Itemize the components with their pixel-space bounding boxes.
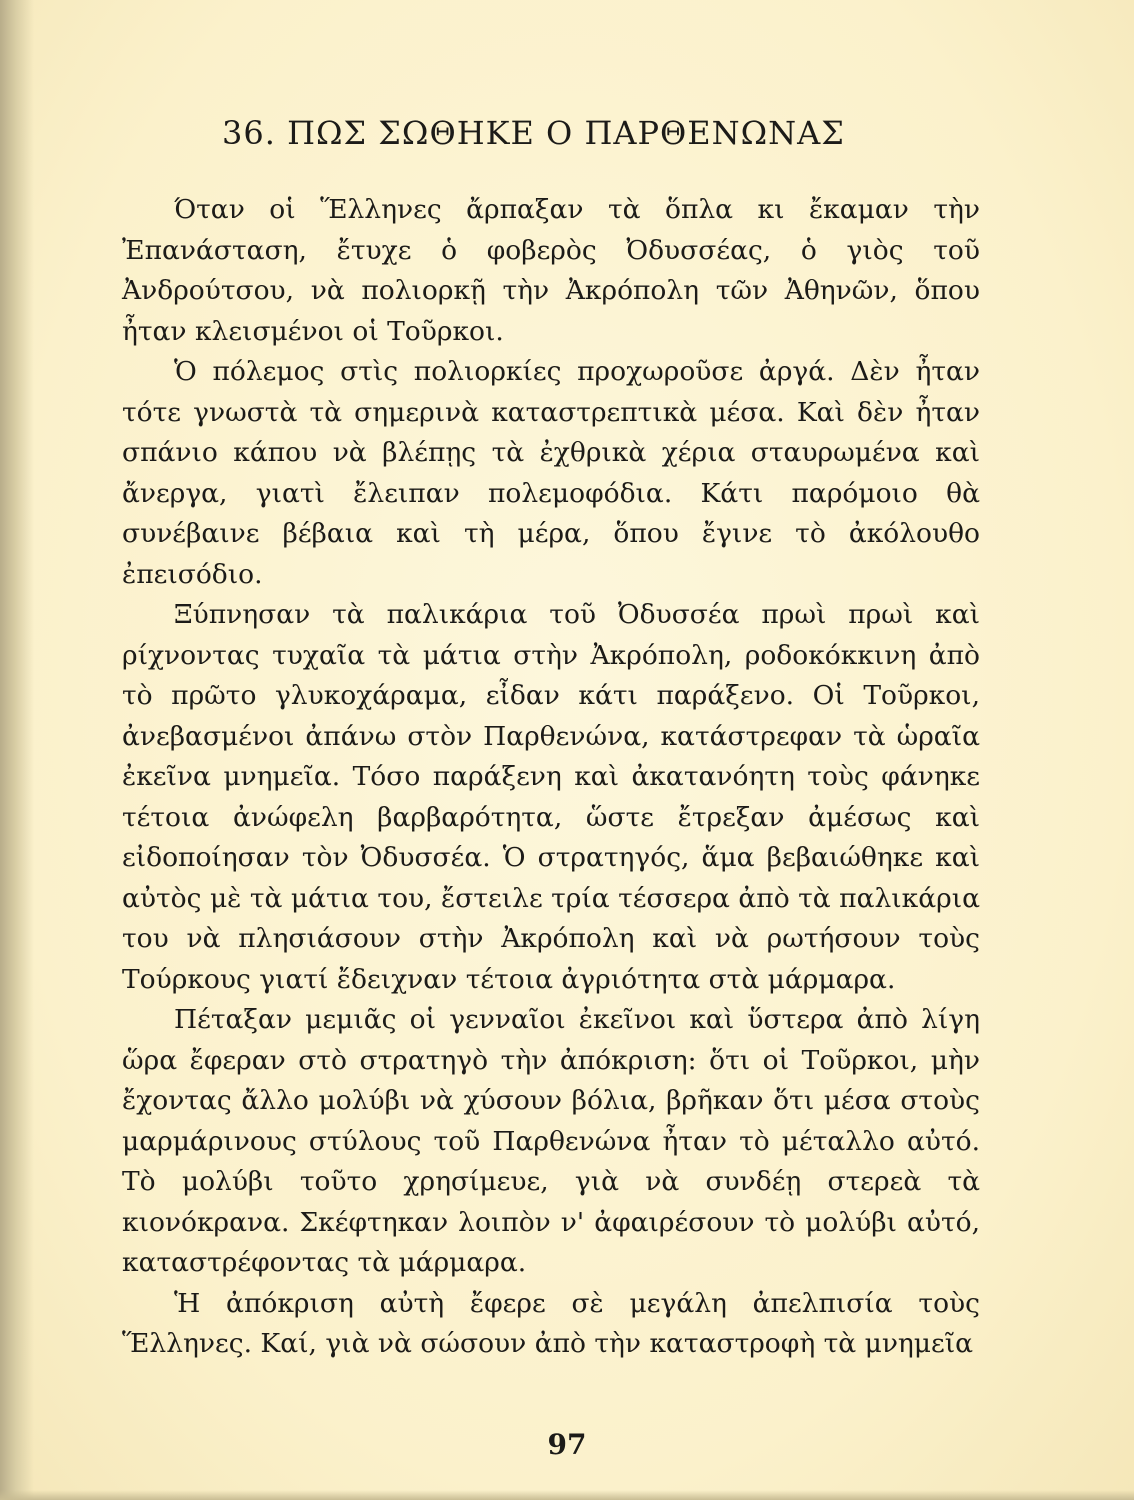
paragraph-1: Όταν οἱ Ἕλληνες ἄρπαξαν τὰ ὅπλα κι ἔκαμαν τὴν Ἐπανάσταση, ἔτυχε ὁ φοβερὸς Ὀδυσσέας, ὁ γιὸς τοῦ Ἀνδρούτσου, νὰ πολιορκῇ τὴν Ἀκρόπολη τῶν Ἀθηνῶν, ὅπου ἦταν κλεισμένοι οἱ Τοῦρκοι. [122,194,980,347]
chapter-title: 36. ΠΩΣ ΣΩΘΗΚΕ Ο ΠΑΡΘΕΝΩΝΑΣ [222,114,845,152]
chapter-body [122,190,980,1365]
paragraph-4: Πέταξαν μεμιᾶς οἱ γενναῖοι ἐκεῖνοι καὶ ὕστερα ἀπὸ λίγη ὥρα ἔφεραν στὸ στρατηγὸ τὴν ἀπόκριση: ὅτι οἱ Τοῦρκοι, μὴν ἔχοντας ἄλλο μολύβι νὰ χύσουν βόλια, βρῆκαν ὅτι μέσα στοὺς μαρμάρινους στύλους τοῦ Παρθενώνα ἦταν τὸ μέταλλο αὐτό. Τὸ μολύβι τοῦτο χρησίμευε, γιὰ νὰ συνδέῃ στερεὰ τὰ κιονόκρανα. Σκέφτηκαν λοιπὸν ν' ἀφαιρέσουν τὸ μολύβι αὐτό, καταστρέφοντας τὰ μάρμαρα. [122,1004,980,1278]
page-number: 97 [547,1428,587,1461]
paragraph-3: Ξύπνησαν τὰ παλικάρια τοῦ Ὀδυσσέα πρωὶ πρωὶ καὶ ρίχνοντας τυχαῖα τὰ μάτια στὴν Ἀκρόπολη, ροδοκόκκινη ἀπὸ τὸ πρῶτο γλυκοχάραμα, εἶδαν κάτι παράξενο. Οἱ Τοῦρκοι, ἀνεβασμένοι ἀπάνω στὸν Παρθενώνα, κατάστρεφαν τὰ ὡραῖα ἐκεῖνα μνημεῖα. Τόσο παράξενη καὶ ἀκατανόητη τοὺς φάνηκε τέτοια ἀνώφελη βαρβαρότητα, ὥστε ἔτρεξαν ἀμέσως καὶ εἰδοποίησαν τὸν Ὀδυσσέα. Ὁ στρατηγός, ἅμα βεβαιώθηκε καὶ αὐτὸς μὲ τὰ μάτια του, ἔστειλε τρία τέσσερα ἀπὸ τὰ παλικάρια του νὰ πλησιάσουν στὴν Ἀκρόπολη καὶ νὰ ρωτήσουν τοὺς Τούρκους γιατί ἔδειχναν τέτοια ἀγριότητα στὰ μάρμαρα. [122,599,980,995]
paragraph-2: Ὁ πόλεμος στὶς πολιορκίες προχωροῦσε ἀργά. Δὲν ἦταν τότε γνωστὰ τὰ σημερινὰ καταστρεπτικὰ μέσα. Καὶ δὲν ἦταν σπάνιο κάπου νὰ βλέπῃς τὰ ἐχθρικὰ χέρια σταυρωμένα καὶ ἄνεργα, γιατὶ ἔλειπαν πολεμοφόδια. Κάτι παρόμοιο θὰ συνέβαινε βέβαια καὶ τὴ μέρα, ὅπου ἔγινε τὸ ἀκόλουθο ἐπεισόδιο. [122,356,980,590]
page-bottom-edge [0,1490,1134,1500]
paragraph-5: Ἡ ἀπόκριση αὐτὴ ἔφερε σὲ μεγάλη ἀπελπισία τοὺς Ἕλληνες. Καί, γιὰ νὰ σώσουν ἀπὸ τὴν καταστροφὴ τὰ μνημεῖα [122,1287,980,1359]
binding-shadow [0,0,34,1500]
